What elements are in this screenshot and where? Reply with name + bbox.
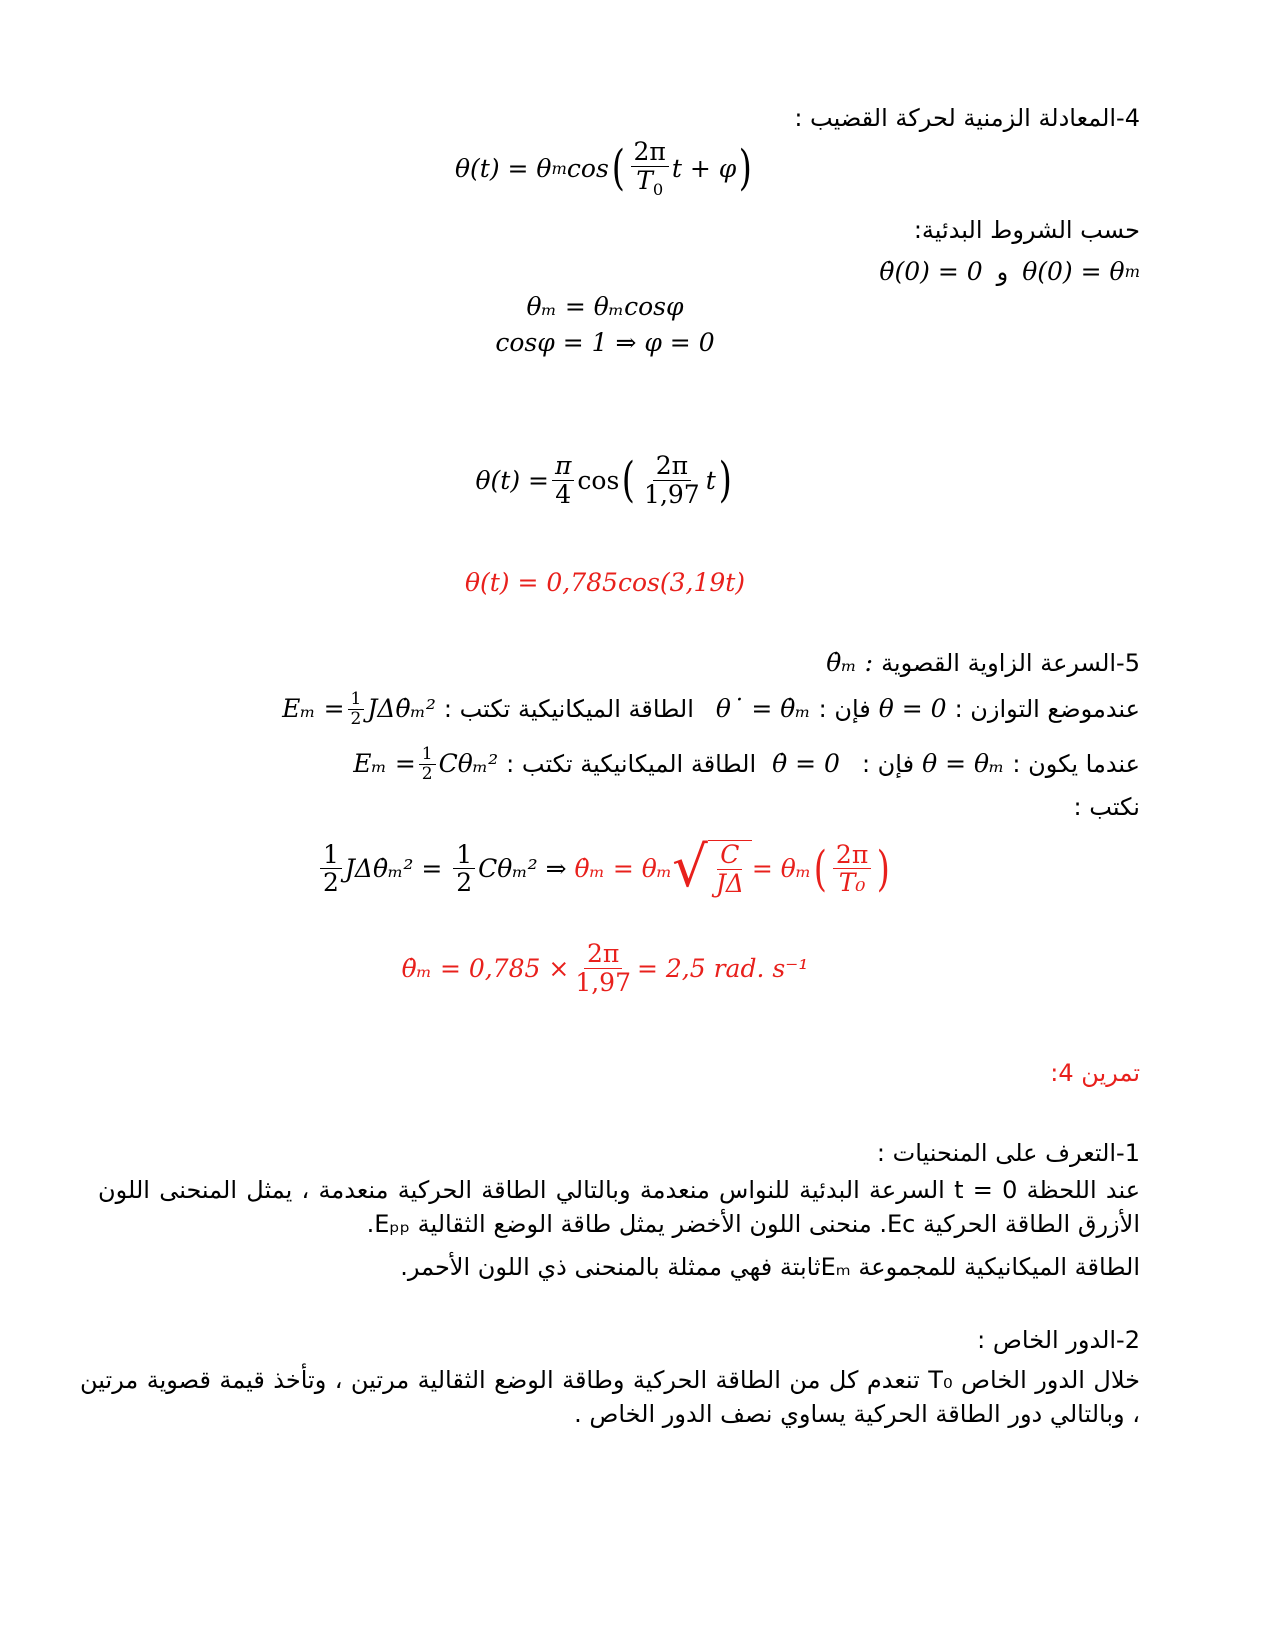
text: الطاقة الميكانيكية تكتب : <box>506 750 757 779</box>
frac-num: C <box>717 841 742 870</box>
text: حسب الشروط البدئية: <box>913 216 1140 244</box>
frac-den: 4 <box>555 479 572 509</box>
text: عندموضع التوازن : <box>954 695 1140 724</box>
math: J <box>344 854 355 883</box>
heading-text: 2-الدور الخاص : <box>977 1326 1140 1354</box>
eq-cos: cos <box>577 465 620 495</box>
math: θ̇ = 0 <box>772 749 840 779</box>
frac-den: 2 <box>421 763 433 784</box>
eq2: θₘ = θₘcosφ <box>526 292 684 321</box>
eq-rest: t + φ <box>671 153 737 183</box>
frac-den-sub: 0 <box>652 179 664 199</box>
q1-title <box>877 1136 1140 1170</box>
math: = 2,5 rad. s⁻¹ <box>636 953 809 983</box>
frac-num: 1 <box>320 841 342 870</box>
angular-speed-result <box>0 940 1210 996</box>
initial-conditions-title <box>914 213 1140 247</box>
frac-num: 2π <box>653 452 691 481</box>
initial-conditions <box>879 255 1140 289</box>
math: Eₘ = <box>353 749 416 779</box>
equation-theta-result <box>0 568 1210 597</box>
math: = θₘ <box>751 854 812 883</box>
math: Δθ̇ₘ² = <box>354 854 443 883</box>
math: Cθₘ² ⇒ <box>478 854 567 883</box>
frac-den: 2 <box>322 868 339 897</box>
equation-phase-2 <box>0 328 1210 357</box>
frac-num: 2π <box>631 138 669 167</box>
cond-a: θ̇(0) = 0 <box>879 257 983 286</box>
heading-text: تمرين 4: <box>1050 1059 1140 1087</box>
eq-cos: cos <box>566 153 609 183</box>
math: Δθ̇ₘ² <box>377 694 436 724</box>
heading-text: 4-المعادلة الزمنية لحركة القضيب : <box>794 104 1140 132</box>
math: θ̇ₘ = 0,785 × <box>401 953 570 983</box>
equation-phase-1 <box>0 292 1210 321</box>
section-5-title <box>826 646 1140 680</box>
heading-symbol: θ̇ₘ : <box>826 648 874 677</box>
eq-lhs: θ(t) = θ <box>454 153 552 183</box>
frac-num: π <box>552 452 574 481</box>
frac-den: T <box>636 165 653 195</box>
cond-b: θ(0) = θ <box>1022 257 1125 286</box>
frac-den: 2 <box>456 868 473 897</box>
equation-theta-numeric: θ(t) = $\frac{\pi}{4}$ cos ( $\frac{2\pi}{1,97}$ t ) <box>475 451 732 509</box>
frac-num: 1 <box>453 841 475 870</box>
text: الطاقة الميكانيكية تكتب : <box>443 695 694 724</box>
text: نكتب : <box>1073 793 1140 821</box>
math: Cθₘ² <box>438 749 499 779</box>
math: θ = θₘ <box>922 749 1005 779</box>
frac-den: T₀ <box>838 868 866 897</box>
eq-lhs: θ(t) = <box>475 465 549 495</box>
math: θ˙ = θ̇ₘ <box>715 694 811 724</box>
max-angle-line <box>353 745 1140 783</box>
math: θ̇ₘ = θₘ <box>574 854 673 883</box>
energy-equality-equation: $\frac{1}{2}$ J Δθ̇ₘ² = $\frac{1}{2}$ Cθₘ² ⇒ θ̇ₘ = θₘ √ $\frac{C}{J\Delta}$ = θₘ ( $\frac{2\pi}{\text{T₀}}$ ) <box>0 840 1210 897</box>
q2-paragraph: خلال الدور الخاص T₀ تنعدم كل من الطاقة الحركية وطاقة الوضع الثقالية مرتين ، وتأخذ قيمة قصوية مرتين ، وبالتالي دور الطاقة الحركية يساوي نصف الدور الخاص . <box>80 1366 1141 1428</box>
and-word: و <box>996 258 1009 286</box>
math: θ = 0 <box>878 694 947 724</box>
cond-b-sub: m <box>1124 262 1140 281</box>
frac-num: 1 <box>348 690 365 710</box>
frac-den: 2 <box>350 708 362 729</box>
q1-paragraph-2: الطاقة الميكانيكية للمجموعة Eₘثابتة فهي ممثلة بالمنحنى ذي اللون الأحمر. <box>400 1253 1140 1281</box>
frac-den: JΔ <box>715 868 744 898</box>
equilibrium-line <box>282 690 1140 728</box>
eq3: cosφ = 1 ⇒ φ = 0 <box>495 328 715 357</box>
heading-text: 1-التعرف على المنحنيات : <box>876 1139 1140 1167</box>
text: فإن : <box>861 750 915 779</box>
math: J <box>367 694 378 724</box>
heading-text: 5-السرعة الزاوية القصوية <box>881 649 1140 677</box>
math: Eₘ = <box>282 694 345 724</box>
frac-den: 1,97 <box>644 479 700 509</box>
eq5: θ(t) = 0,785cos(3,19t) <box>464 568 746 597</box>
exercise-4-title <box>1050 1056 1140 1090</box>
eq-t: t <box>705 465 716 495</box>
frac-den: 1,97 <box>575 967 631 997</box>
equation-theta-general: θ(t) = θ m cos ( $\frac{2\pi}{T_0}$ t + φ ) <box>454 137 753 199</box>
section-4-title <box>794 101 1140 135</box>
eq-sub: m <box>551 158 567 178</box>
frac-num: 1 <box>419 745 436 765</box>
q1-paragraph: عند اللحظة t = 0 السرعة البدئية للنواس منعدمة وبالتالي الطاقة الحركية منعدمة ، يمثل المنحنى اللون الأزرق الطاقة الحركية Eᴄ. منحنى اللون الأخضر يمثل طاقة الوضع الثقالية Eₚₚ. <box>98 1176 1141 1238</box>
we-write-label <box>1074 790 1140 824</box>
q2-title <box>977 1323 1140 1357</box>
frac-num: 2π <box>833 841 871 870</box>
text: فإن : <box>818 695 871 724</box>
frac-num: 2π <box>584 940 622 969</box>
text: عندما يكون : <box>1012 750 1140 779</box>
